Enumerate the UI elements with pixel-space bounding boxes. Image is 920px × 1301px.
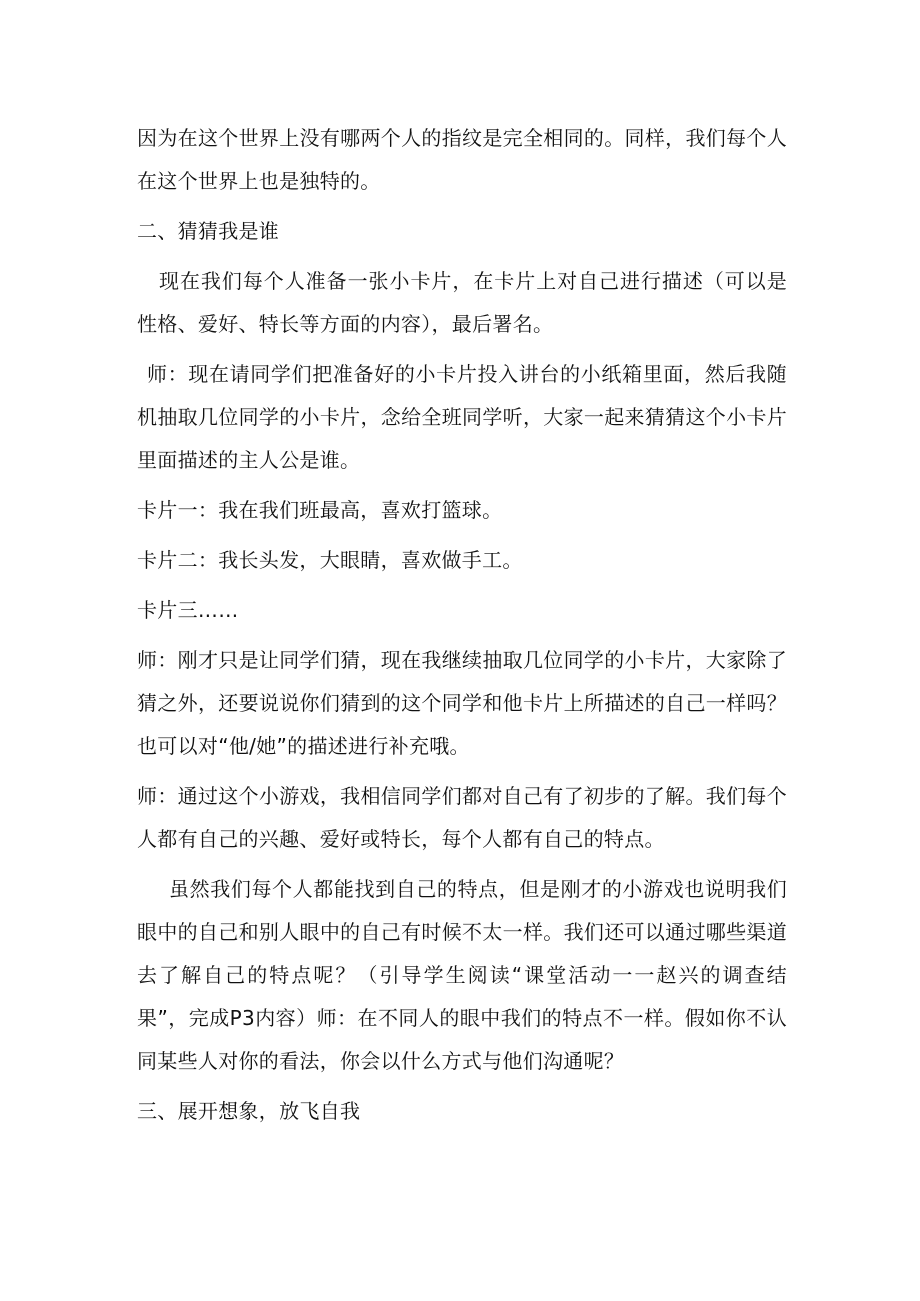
document-body xyxy=(137,117,787,1140)
section-heading-guess-who: 二、猜猜我是谁 xyxy=(137,219,280,243)
paragraph-card-instructions: 现在我们每个人准备一张小卡片，在卡片上对自己进行描述（可以是性格、爱好、特长等方面的内容），最后署名。 xyxy=(137,269,787,336)
paragraph-uniqueness: 因为在这个世界上没有哪两个人的指纹是完全相同的。同样，我们每个人在这个世界上也是独特的。 xyxy=(137,126,787,193)
paragraph-teacher-summary: 师：通过这个小游戏，我相信同学们都对自己有了初步的了解。我们每个人都有自己的兴趣、爱好或特长，每个人都有自己的特点。 xyxy=(137,784,787,851)
paragraph-card-three: 卡片三…… xyxy=(137,598,239,622)
paragraph-teacher-continue: 师：刚才只是让同学们猜，现在我继续抽取几位同学的小卡片，大家除了猜之外，还要说说你们猜到的这个同学和他卡片上所描述的自己一样吗？也可以对“他/她”的描述进行补充哦。 xyxy=(137,648,787,758)
paragraph-different-views: 虽然我们每个人都能找到自己的特点，但是刚才的小游戏也说明我们眼中的自己和别人眼中的自己有时候不太一样。我们还可以通过哪些渠道去了解自己的特点呢？（引导学生阅读“课堂活动一一赵兴的调查结果”，完成P3内容）师：在不同人的眼中我们的特点不一样。假如你不认同某些人对你的看法，你会以什么方式与他们沟通呢？ xyxy=(137,877,787,1073)
paragraph-teacher-draw-cards: 师：现在请同学们把准备好的小卡片投入讲台的小纸箱里面，然后我随机抽取几位同学的小卡片，念给全班同学听，大家一起来猜猜这个小卡片里面描述的主人公是谁。 xyxy=(137,362,787,472)
paragraph-card-one: 卡片一：我在我们班最高，喜欢打篮球。 xyxy=(137,498,503,522)
paragraph-card-two: 卡片二：我长头发，大眼睛，喜欢做手工。 xyxy=(137,548,523,572)
section-heading-imagination: 三、展开想象，放飞自我 xyxy=(137,1099,361,1123)
